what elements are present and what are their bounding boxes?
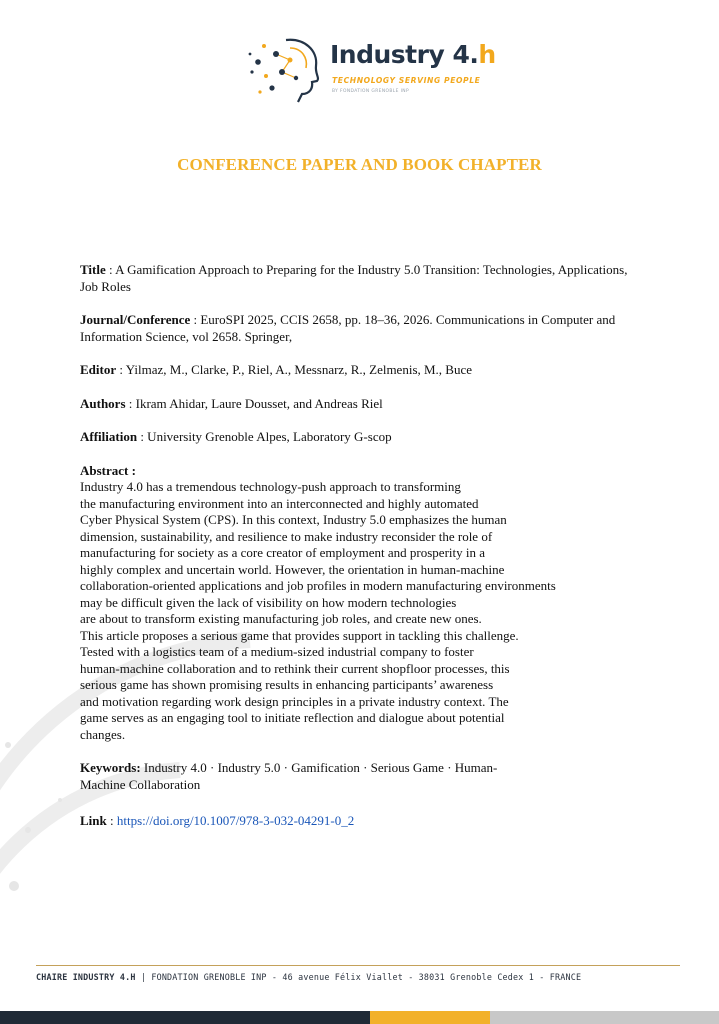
abstract-line: serious game has shown promising results in enhancing participants’ awareness <box>80 677 494 692</box>
link-label: Link <box>80 813 107 828</box>
keywords-label: Keywords: <box>80 760 141 775</box>
abstract-line: are about to transform existing manufacturing job roles, and create new ones. <box>80 611 482 626</box>
journal-value: : EuroSPI 2025, CCIS 2658, pp. 18–36, 2026. Communications in Computer and Information Science, vol 2658. Springer, <box>80 312 616 344</box>
journal-label: Journal/Conference <box>80 312 191 327</box>
affiliation-value: : University Grenoble Alpes, Laboratory G-scop <box>137 429 392 444</box>
keywords-value-line1: Industry 4.0 · Industry 5.0 · Gamification · Serious Game · Human- <box>140 760 498 775</box>
editor-value: : Yilmaz, M., Clarke, P., Riel, A., Messnarz, R., Zelmenis, M., Buce <box>116 362 473 377</box>
abstract-label: Abstract : <box>80 462 136 478</box>
abstract-line: the manufacturing environment into an interconnected and highly automated <box>80 495 479 511</box>
journal-field <box>80 312 640 345</box>
affiliation-field <box>80 429 640 446</box>
abstract-line: This article proposes a serious game that provides support in tackling this challenge. <box>80 627 519 643</box>
logo-tagline: TECHNOLOGY SERVING PEOPLE <box>332 76 481 85</box>
authors-label: Authors <box>80 395 126 411</box>
document-heading: CONFERENCE PAPER AND BOOK CHAPTER <box>177 155 542 174</box>
abstract-line: Tested with a logistics team of a medium-sized industrial company to foster <box>80 644 474 659</box>
abstract-line: dimension, sustainability, and resilience to make industry reconsider the role of <box>80 528 493 544</box>
footer-org: CHAIRE INDUSTRY 4.H <box>36 972 136 982</box>
keywords-field <box>80 760 640 793</box>
editor-label: Editor <box>80 362 117 377</box>
keywords-value-line2: Machine Collaboration <box>80 776 201 792</box>
abstract-line: collaboration-oriented applications and job profiles in modern manufacturing environments <box>80 578 556 593</box>
abstract-line: game serves as an engaging tool to initiate reflection and dialogue about potential <box>80 710 505 725</box>
abstract-line: manufacturing for society as a core creator of employment and prosperity in a <box>80 545 486 560</box>
authors-field <box>80 396 640 413</box>
abstract-line: and motivation regarding work design principles in a private industry context. The <box>80 693 509 709</box>
footer-address-text: | FONDATION GRENOBLE INP - 46 avenue Félix Viallet - 38031 Grenoble Cedex 1 - FRANCE <box>135 972 582 982</box>
abstract-line: human-machine collaboration and to rethink their current shopfloor processes, this <box>80 660 510 676</box>
abstract-line: Cyber Physical System (CPS). In this context, Industry 5.0 emphasizes the human <box>80 512 507 527</box>
logo-wordmark: Industry 4.h <box>330 40 496 69</box>
editor-field <box>80 362 640 379</box>
footer-divider <box>36 965 680 966</box>
paper-details <box>80 262 640 830</box>
industry-4h-logo <box>246 34 496 104</box>
link-field <box>80 813 640 830</box>
authors-value: : Ikram Ahidar, Laure Dousset, and Andreas Riel <box>125 395 383 411</box>
ai-head-icon <box>246 34 324 104</box>
title-value: : A Gamification Approach to Preparing for the Industry 5.0 Transition: Technologies, Applications, Job Roles <box>80 262 628 294</box>
title-label: Title <box>80 262 106 277</box>
abstract-line: changes. <box>80 726 126 742</box>
footer-address <box>36 972 680 982</box>
title-field <box>80 262 640 295</box>
abstract-line: Industry 4.0 has a tremendous technology-push approach to transforming <box>80 479 461 494</box>
abstract-line: may be difficult given the lack of visibility on how modern technologies <box>80 594 457 610</box>
link-separator: : <box>106 813 117 828</box>
doi-link[interactable]: https://doi.org/10.1007/978-3-032-04291-0_2 <box>116 813 355 828</box>
abstract-text <box>80 479 640 743</box>
abstract-line: highly complex and uncertain world. However, the orientation in human-machine <box>80 561 505 577</box>
affiliation-label: Affiliation <box>80 429 138 444</box>
abstract-field <box>80 463 640 744</box>
logo-byline: BY FONDATION GRENOBLE INP <box>332 89 410 94</box>
footer-color-bars <box>0 1011 719 1024</box>
